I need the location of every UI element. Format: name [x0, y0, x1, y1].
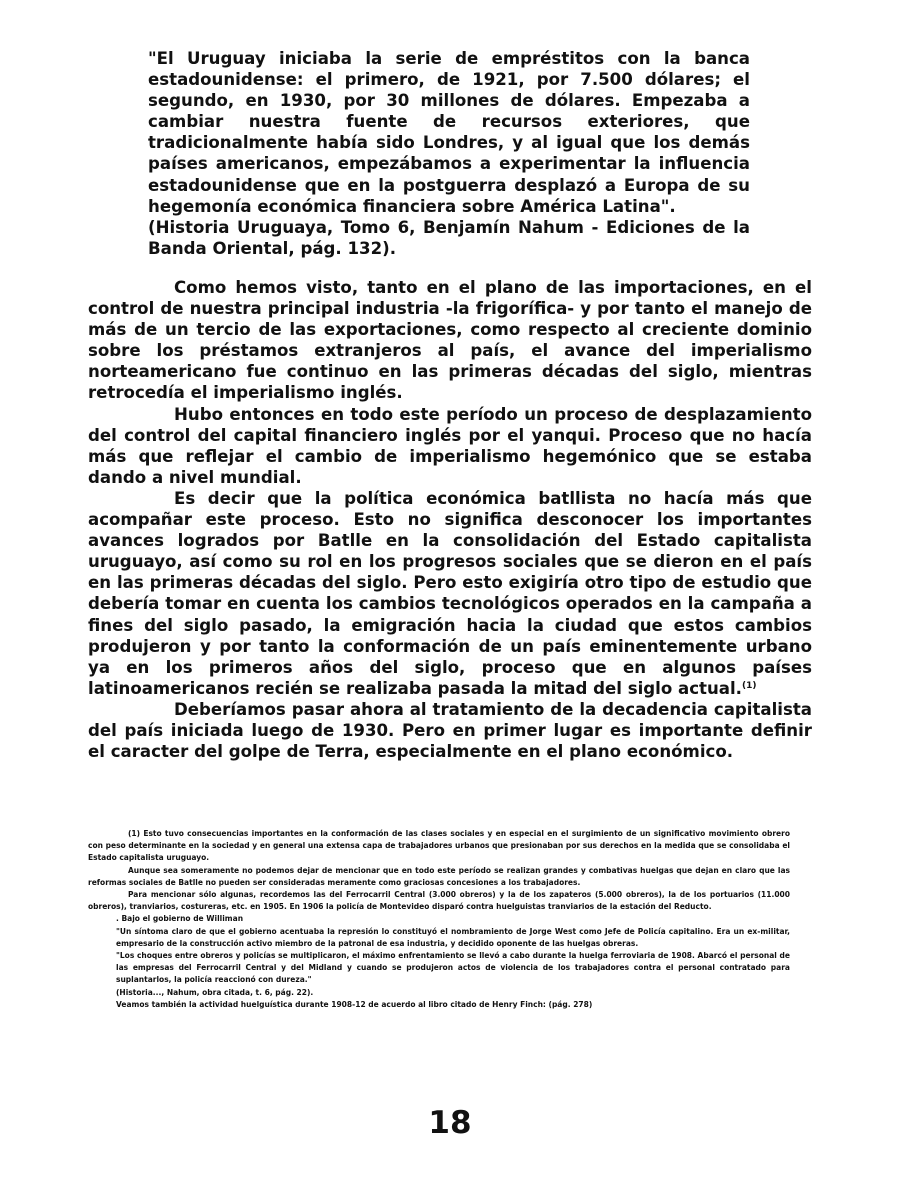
paragraph-1: Como hemos visto, tanto en el plano de las importaciones, en el control de nuestra principal industria -la frigorífica- y por tanto el manejo de más de un tercio de las exportaciones, como respecto al creciente dominio sobre los préstamos extranjeros al país, el avance del imperialismo norteamericano fue continuo en las primeras décadas del siglo, mientras retrocedía el imperialismo inglés. [88, 278, 812, 403]
footnote-6: "Los choques entre obreros y policías se multiplicaron, el máximo enfrentamiento se llevó a cabo durante la huelga ferroviaria de 1908. Abarcó el personal de las empresas del Ferrocarril Central y del Midland y cuando se produjeron actos de violencia de los trabajadores contra el personal contratado para suplantarlos, la policía reaccionó con dureza." [116, 951, 790, 985]
paragraph-4: Deberíamos pasar ahora al tratamiento de la decadencia capitalista del país iniciada luego de 1930. Pero en primer lugar es importante definir el caracter del golpe de Terra, especialmente en el plano económico. [88, 699, 812, 762]
paragraph-3-text: Es decir que la política económica batllista no hacía más que acompañar este proceso. Esto no significa desconocer los importantes avances logrados por Batlle en la consolidación del Estado capitalista uruguayo, así como su rol en los progresos sociales que se dieron en el país en las primeras décadas del siglo. Pero esto exigiría otro tipo de estudio que debería tomar en cuenta los cambios tecnológicos operados en la campaña a fines del siglo pasado, la emigración hacia la ciudad que estos cambios produjeron y por tanto la conformación de un país eminentemente urbano ya en los primeros años del siglo, proceso que en algunos países latinoamericanos recién se realizaba pasada la mitad del siglo actual. [88, 488, 812, 698]
footnote-3: Para mencionar sólo algunas, recordemos las del Ferrocarril Central (3.000 obreros) y la de los zapateros (5.000 obreros), la de los portuarios (11.000 obreros), tranviarios, costureras, etc. en 1905. En 1906 la policía de Montevideo disparó contra huelguistas tranviarios de la estación del Reducto. [88, 890, 790, 912]
footnote-4: . Bajo el gobierno de Williman [116, 914, 244, 924]
footnote-reference: (1) [741, 680, 757, 691]
footnote-1: (1) Esto tuvo consecuencias importantes en la conformación de las clases sociales y en especial en el surgimiento de un significativo movimiento obrero con peso determinante en la sociedad y en general una extensa capa de trabajadores urbanos que presionaban por sus derechos en la medida que se consolidaba el Estado capitalista uruguayo. [88, 829, 790, 863]
footnote-8: Veamos también la actividad huelguística durante 1908-12 de acuerdo al libro citado de Henry Finch: (pág. 278) [116, 999, 593, 1009]
page-number: 18 [428, 1105, 472, 1141]
body-text [88, 277, 812, 762]
quote-citation: (Historia Uruguaya, Tomo 6, Benjamín Nahum - Ediciones de la Banda Oriental, pág. 132). [148, 217, 750, 258]
footnote-7: (Historia..., Nahum, obra citada, t. 6, pág. 22). [116, 987, 314, 997]
footnote-2: Aunque sea someramente no podemos dejar de mencionar que en todo este período se realizan grandes y combativas huelgas que dejan en claro que las reformas sociales de Batlle no pueden ser consideradas meramente como graciosas concesiones a los trabajadores. [88, 865, 790, 887]
block-quote [148, 48, 750, 259]
paragraph-2: Hubo entonces en todo este período un proceso de desplazamiento del control del capital financiero inglés por el yanqui. Proceso que no hacía más que reflejar el cambio de imperialismo hegemónico que se estaba dando a nivel mundial. [88, 404, 812, 487]
quote-text: "El Uruguay iniciaba la serie de empréstitos con la banca estadounidense: el primero, de 1921, por 7.500 dólares; el segundo, en 1930, por 30 millones de dólares. Empezaba a cambiar nuestra fuente de recursos exteriores, que tradicionalmente había sido Londres, y al igual que los demás países americanos, empezábamos a experimentar la influencia estadounidense que en la postguerra desplazó a Europa de su hegemonía económica financiera sobre América Latina". [148, 49, 750, 216]
footnote-5: "Un síntoma claro de que el gobierno acentuaba la represión lo constituyó el nombramiento de Jorge West como Jefe de Policía capitalino. Era un ex-militar, empresario de la construcción activo miembro de la patronal de esa industria, y decidido oponente de las huelgas obreras. [116, 926, 790, 948]
footnotes [88, 828, 790, 1011]
paragraph-3 [88, 488, 812, 699]
